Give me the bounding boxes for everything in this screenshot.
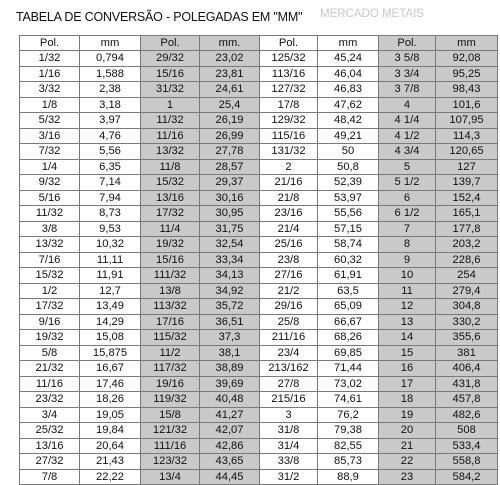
- inch-cell: 2: [260, 159, 318, 175]
- inch-cell: 11/32: [20, 206, 80, 222]
- mm-cell: 355,6: [436, 330, 498, 346]
- inch-cell: 21: [379, 438, 436, 454]
- inch-cell: 123/32: [141, 454, 200, 470]
- inch-cell: 15/16: [141, 252, 200, 268]
- table-row: [20, 283, 498, 299]
- mm-cell: 20,64: [80, 438, 141, 454]
- inch-cell: 27/8: [260, 376, 318, 392]
- inch-cell: 31/2: [260, 469, 318, 485]
- inch-cell: 1/32: [20, 51, 80, 67]
- mm-cell: 32,54: [200, 237, 260, 253]
- mm-cell: 76,2: [318, 407, 379, 423]
- inch-cell: 21/2: [260, 283, 318, 299]
- inch-cell: 23/8: [260, 252, 318, 268]
- mm-cell: 35,72: [200, 299, 260, 315]
- mm-cell: 4,76: [80, 128, 141, 144]
- column-header: mm: [436, 36, 498, 51]
- inch-cell: 27/32: [20, 454, 80, 470]
- mm-cell: 3,97: [80, 113, 141, 129]
- inch-cell: 1: [141, 97, 200, 113]
- inch-cell: 111/16: [141, 438, 200, 454]
- inch-cell: 7/8: [20, 469, 80, 485]
- mm-cell: 25,4: [200, 97, 260, 113]
- table-row: [20, 252, 498, 268]
- table-row: [20, 469, 498, 485]
- mm-cell: 61,91: [318, 268, 379, 284]
- inch-cell: 19/32: [141, 237, 200, 253]
- inch-cell: 8: [379, 237, 436, 253]
- inch-cell: 11/2: [141, 345, 200, 361]
- table-row: [20, 361, 498, 377]
- inch-cell: 21/16: [260, 175, 318, 191]
- column-header: mm: [318, 36, 379, 51]
- mm-cell: 50: [318, 144, 379, 160]
- mm-cell: 34,13: [200, 268, 260, 284]
- inch-cell: 15/8: [141, 407, 200, 423]
- inch-cell: 5/16: [20, 190, 80, 206]
- mm-cell: 26,99: [200, 128, 260, 144]
- inch-cell: 31/8: [260, 423, 318, 439]
- mm-cell: 23,02: [200, 51, 260, 67]
- inch-cell: 31/4: [260, 438, 318, 454]
- inch-cell: 127/32: [260, 82, 318, 98]
- inch-cell: 117/32: [141, 361, 200, 377]
- table-row: [20, 407, 498, 423]
- mm-cell: 31,75: [200, 221, 260, 237]
- table-row: [20, 206, 498, 222]
- inch-cell: 111/32: [141, 268, 200, 284]
- table-row: [20, 376, 498, 392]
- mm-cell: 16,67: [80, 361, 141, 377]
- mm-cell: 58,74: [318, 237, 379, 253]
- mm-cell: 39,69: [200, 376, 260, 392]
- inch-cell: 13/16: [141, 190, 200, 206]
- inch-cell: 13/32: [20, 237, 80, 253]
- mm-cell: 584,2: [436, 469, 498, 485]
- inch-cell: 21/8: [260, 190, 318, 206]
- table-row: [20, 128, 498, 144]
- inch-cell: 20: [379, 423, 436, 439]
- mm-cell: 63,5: [318, 283, 379, 299]
- mm-cell: 457,8: [436, 392, 498, 408]
- column-header: Pol.: [141, 36, 200, 51]
- inch-cell: 11/32: [141, 113, 200, 129]
- mm-cell: 533,4: [436, 438, 498, 454]
- inch-cell: 18: [379, 392, 436, 408]
- mm-cell: 13,49: [80, 299, 141, 315]
- inch-cell: 11/16: [20, 376, 80, 392]
- inch-cell: 15/32: [20, 268, 80, 284]
- inch-cell: 23/4: [260, 345, 318, 361]
- table-body: [20, 51, 498, 485]
- column-header: mm.: [200, 36, 260, 51]
- table-row: [20, 66, 498, 82]
- inch-cell: 1/2: [20, 283, 80, 299]
- header-row: [20, 36, 498, 51]
- mm-cell: 65,09: [318, 299, 379, 315]
- mm-cell: 42,07: [200, 423, 260, 439]
- inch-cell: 7/32: [20, 144, 80, 160]
- mm-cell: 34,92: [200, 283, 260, 299]
- mm-cell: 28,57: [200, 159, 260, 175]
- table-row: [20, 438, 498, 454]
- inch-cell: 4 1/4: [379, 113, 436, 129]
- mm-cell: 17,46: [80, 376, 141, 392]
- inch-cell: 3 5/8: [379, 51, 436, 67]
- inch-cell: 3/4: [20, 407, 80, 423]
- inch-cell: 121/32: [141, 423, 200, 439]
- inch-cell: 17/8: [260, 97, 318, 113]
- inch-cell: 3 3/4: [379, 66, 436, 82]
- mm-cell: 37,3: [200, 330, 260, 346]
- table-row: [20, 237, 498, 253]
- inch-cell: 3 7/8: [379, 82, 436, 98]
- mm-cell: 45,24: [318, 51, 379, 67]
- inch-cell: 22: [379, 454, 436, 470]
- inch-cell: 33/8: [260, 454, 318, 470]
- inch-cell: 11: [379, 283, 436, 299]
- mm-cell: 152,4: [436, 190, 498, 206]
- page-title: TABELA DE CONVERSÃO - POLEGADAS EM "MM": [16, 10, 303, 24]
- mm-cell: 127: [436, 159, 498, 175]
- inch-cell: 3/8: [20, 221, 80, 237]
- mm-cell: 6,35: [80, 159, 141, 175]
- mm-cell: 69,85: [318, 345, 379, 361]
- mm-cell: 33,34: [200, 252, 260, 268]
- inch-cell: 7/16: [20, 252, 80, 268]
- mm-cell: 38,1: [200, 345, 260, 361]
- mm-cell: 1,588: [80, 66, 141, 82]
- inch-cell: 19: [379, 407, 436, 423]
- mm-cell: 46,83: [318, 82, 379, 98]
- inch-cell: 119/32: [141, 392, 200, 408]
- inch-cell: 10: [379, 268, 436, 284]
- mm-cell: 203,2: [436, 237, 498, 253]
- inch-cell: 13/8: [141, 283, 200, 299]
- mm-cell: 8,73: [80, 206, 141, 222]
- mm-cell: 66,67: [318, 314, 379, 330]
- mm-cell: 508: [436, 423, 498, 439]
- mm-cell: 5,56: [80, 144, 141, 160]
- table-row: [20, 392, 498, 408]
- column-header: Pol.: [20, 36, 80, 51]
- mm-cell: 73,02: [318, 376, 379, 392]
- inch-cell: 5: [379, 159, 436, 175]
- mm-cell: 7,94: [80, 190, 141, 206]
- inch-cell: 15/16: [141, 66, 200, 82]
- mm-cell: 381: [436, 345, 498, 361]
- mm-cell: 10,32: [80, 237, 141, 253]
- inch-cell: 31/32: [141, 82, 200, 98]
- column-header: mm: [80, 36, 141, 51]
- inch-cell: 15/32: [141, 175, 200, 191]
- mm-cell: 12,7: [80, 283, 141, 299]
- inch-cell: 5/32: [20, 113, 80, 129]
- mm-cell: 92,08: [436, 51, 498, 67]
- mm-cell: 177,8: [436, 221, 498, 237]
- inch-cell: 13/32: [141, 144, 200, 160]
- mm-cell: 50,8: [318, 159, 379, 175]
- inch-cell: 23/16: [260, 206, 318, 222]
- inch-cell: 17/32: [141, 206, 200, 222]
- inch-cell: 27/16: [260, 268, 318, 284]
- inch-cell: 115/16: [260, 128, 318, 144]
- mm-cell: 48,42: [318, 113, 379, 129]
- table-row: [20, 330, 498, 346]
- mm-cell: 60,32: [318, 252, 379, 268]
- inch-cell: 29/16: [260, 299, 318, 315]
- mm-cell: 7,14: [80, 175, 141, 191]
- mm-cell: 482,6: [436, 407, 498, 423]
- mm-cell: 330,2: [436, 314, 498, 330]
- mm-cell: 52,39: [318, 175, 379, 191]
- inch-cell: 29/32: [141, 51, 200, 67]
- mm-cell: 40,48: [200, 392, 260, 408]
- inch-cell: 12: [379, 299, 436, 315]
- mm-cell: 43,65: [200, 454, 260, 470]
- table-row: [20, 314, 498, 330]
- mm-cell: 85,73: [318, 454, 379, 470]
- inch-cell: 1/8: [20, 97, 80, 113]
- mm-cell: 53,97: [318, 190, 379, 206]
- mm-cell: 71,44: [318, 361, 379, 377]
- table-row: [20, 175, 498, 191]
- inch-cell: 131/32: [260, 144, 318, 160]
- inch-cell: 16: [379, 361, 436, 377]
- inch-cell: 3/16: [20, 128, 80, 144]
- inch-cell: 9: [379, 252, 436, 268]
- mm-cell: 38,89: [200, 361, 260, 377]
- inch-cell: 21/4: [260, 221, 318, 237]
- mm-cell: 95,25: [436, 66, 498, 82]
- table-row: [20, 144, 498, 160]
- inch-cell: 4: [379, 97, 436, 113]
- mm-cell: 22,22: [80, 469, 141, 485]
- mm-cell: 79,38: [318, 423, 379, 439]
- table-row: [20, 299, 498, 315]
- mm-cell: 101,6: [436, 97, 498, 113]
- inch-cell: 11/4: [141, 221, 200, 237]
- column-header: Pol.: [260, 36, 318, 51]
- inch-cell: 3/32: [20, 82, 80, 98]
- inch-cell: 125/32: [260, 51, 318, 67]
- table-row: [20, 454, 498, 470]
- mm-cell: 21,43: [80, 454, 141, 470]
- mm-cell: 2,38: [80, 82, 141, 98]
- inch-cell: 215/16: [260, 392, 318, 408]
- mm-cell: 9,53: [80, 221, 141, 237]
- inch-cell: 1/4: [20, 159, 80, 175]
- mm-cell: 279,4: [436, 283, 498, 299]
- watermark: MERCADO METAIS: [320, 8, 424, 20]
- table-row: [20, 345, 498, 361]
- mm-cell: 14,29: [80, 314, 141, 330]
- mm-cell: 19,84: [80, 423, 141, 439]
- mm-cell: 88,9: [318, 469, 379, 485]
- mm-cell: 228,6: [436, 252, 498, 268]
- inch-cell: 113/32: [141, 299, 200, 315]
- table-row: [20, 423, 498, 439]
- inch-cell: 6: [379, 190, 436, 206]
- inch-cell: 9/32: [20, 175, 80, 191]
- mm-cell: 114,3: [436, 128, 498, 144]
- table-row: [20, 221, 498, 237]
- inch-cell: 23/32: [20, 392, 80, 408]
- inch-cell: 19/32: [20, 330, 80, 346]
- mm-cell: 30,16: [200, 190, 260, 206]
- column-header: Pol.: [379, 36, 436, 51]
- inch-cell: 5 1/2: [379, 175, 436, 191]
- table-row: [20, 51, 498, 67]
- mm-cell: 30,95: [200, 206, 260, 222]
- mm-cell: 431,8: [436, 376, 498, 392]
- inch-cell: 25/32: [20, 423, 80, 439]
- mm-cell: 42,86: [200, 438, 260, 454]
- inch-cell: 4 3/4: [379, 144, 436, 160]
- inch-cell: 21/32: [20, 361, 80, 377]
- mm-cell: 406,4: [436, 361, 498, 377]
- inch-cell: 213/162: [260, 361, 318, 377]
- inch-cell: 15: [379, 345, 436, 361]
- mm-cell: 11,11: [80, 252, 141, 268]
- inch-cell: 3: [260, 407, 318, 423]
- inch-cell: 11/8: [141, 159, 200, 175]
- inch-cell: 17: [379, 376, 436, 392]
- inch-cell: 5/8: [20, 345, 80, 361]
- mm-cell: 23,81: [200, 66, 260, 82]
- table-row: [20, 159, 498, 175]
- inch-cell: 7: [379, 221, 436, 237]
- mm-cell: 26,19: [200, 113, 260, 129]
- conversion-table: [19, 35, 498, 485]
- mm-cell: 36,51: [200, 314, 260, 330]
- mm-cell: 11,91: [80, 268, 141, 284]
- inch-cell: 14: [379, 330, 436, 346]
- mm-cell: 82,55: [318, 438, 379, 454]
- inch-cell: 211/16: [260, 330, 318, 346]
- mm-cell: 254: [436, 268, 498, 284]
- mm-cell: 55,56: [318, 206, 379, 222]
- inch-cell: 1/16: [20, 66, 80, 82]
- table-header: [3, 8, 497, 30]
- inch-cell: 4 1/2: [379, 128, 436, 144]
- table-row: [20, 113, 498, 129]
- inch-cell: 13/4: [141, 469, 200, 485]
- mm-cell: 15,08: [80, 330, 141, 346]
- mm-cell: 27,78: [200, 144, 260, 160]
- mm-cell: 68,26: [318, 330, 379, 346]
- table-row: [20, 82, 498, 98]
- inch-cell: 19/16: [141, 376, 200, 392]
- inch-cell: 25/8: [260, 314, 318, 330]
- mm-cell: 0,794: [80, 51, 141, 67]
- mm-cell: 98,43: [436, 82, 498, 98]
- mm-cell: 304,8: [436, 299, 498, 315]
- inch-cell: 129/32: [260, 113, 318, 129]
- inch-cell: 17/32: [20, 299, 80, 315]
- inch-cell: 11/16: [141, 128, 200, 144]
- inch-cell: 13/16: [20, 438, 80, 454]
- inch-cell: 25/16: [260, 237, 318, 253]
- mm-cell: 15,875: [80, 345, 141, 361]
- mm-cell: 107,95: [436, 113, 498, 129]
- inch-cell: 113/16: [260, 66, 318, 82]
- mm-cell: 19,05: [80, 407, 141, 423]
- mm-cell: 47,62: [318, 97, 379, 113]
- table-row: [20, 97, 498, 113]
- mm-cell: 165,1: [436, 206, 498, 222]
- mm-cell: 18,26: [80, 392, 141, 408]
- mm-cell: 74,61: [318, 392, 379, 408]
- mm-cell: 24,61: [200, 82, 260, 98]
- inch-cell: 6 1/2: [379, 206, 436, 222]
- inch-cell: 17/16: [141, 314, 200, 330]
- mm-cell: 41,27: [200, 407, 260, 423]
- inch-cell: 115/32: [141, 330, 200, 346]
- mm-cell: 3,18: [80, 97, 141, 113]
- inch-cell: 13: [379, 314, 436, 330]
- mm-cell: 46,04: [318, 66, 379, 82]
- mm-cell: 120,65: [436, 144, 498, 160]
- mm-cell: 29,37: [200, 175, 260, 191]
- inch-cell: 23: [379, 469, 436, 485]
- mm-cell: 44,45: [200, 469, 260, 485]
- mm-cell: 49,21: [318, 128, 379, 144]
- inch-cell: 9/16: [20, 314, 80, 330]
- mm-cell: 139,7: [436, 175, 498, 191]
- table-row: [20, 268, 498, 284]
- mm-cell: 57,15: [318, 221, 379, 237]
- table-row: [20, 190, 498, 206]
- mm-cell: 558,8: [436, 454, 498, 470]
